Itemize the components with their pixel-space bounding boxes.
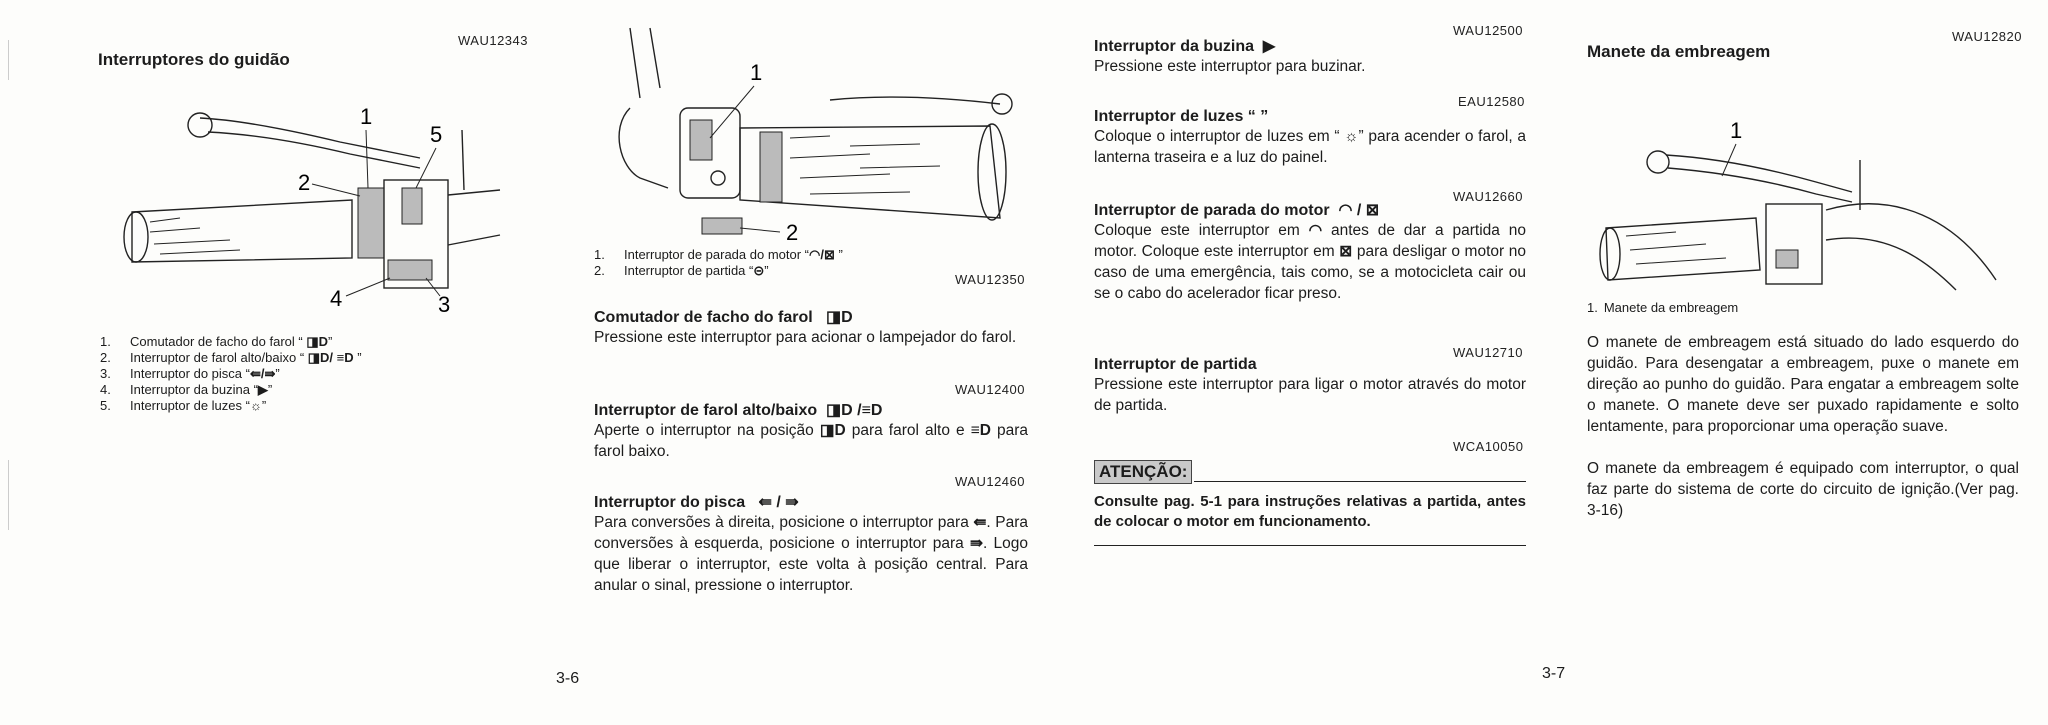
left-turn-icon: ⇛ xyxy=(970,535,983,552)
lights-icon: ☼ xyxy=(1344,128,1359,145)
section-heading: Comutador de facho do farol xyxy=(594,309,813,326)
section-heading: Interruptor de luzes “ ” xyxy=(1094,108,1269,125)
caution-block xyxy=(1094,460,1526,532)
page-title: Interruptores do guidão xyxy=(98,50,290,69)
legend-item: 1. Interruptor de parada do motor “◠/⊠ ” xyxy=(594,247,843,262)
grip-collar xyxy=(760,132,782,202)
figure1-legend xyxy=(100,334,430,414)
clutch-paragraph-1: O manete de embreagem está situado do lado esquerdo do guidão. Para desengatar a embreagem, puxe o manete em direção ao punho do guidão. Para engatar a embreagem solte o manete. O manete deve ser puxado rapidamente e solto lentamente, para proporcionar uma operação suave. xyxy=(1587,334,2019,435)
legend-item: 5. Interruptor de luzes “☼” xyxy=(100,398,267,413)
section-body: Aperte o interruptor na posição ◨D para farol alto e ≡D para farol baixo. xyxy=(594,422,1028,460)
section-body: Pressione este interruptor para acionar o lampejador do farol. xyxy=(594,329,1017,346)
engine-stop-switch xyxy=(690,120,712,160)
section-heading: Interruptor do pisca xyxy=(594,494,746,511)
turn-signal-section xyxy=(594,492,1028,596)
lever-outline xyxy=(208,132,420,168)
lights-icon: ☼ xyxy=(249,398,262,413)
run-icon: ◠ xyxy=(1308,222,1323,239)
legend-item: 4. Interruptor da buzina “▶” xyxy=(100,382,273,397)
clutch-switch xyxy=(1776,250,1798,268)
section-heading: Interruptor de partida xyxy=(1094,356,1257,373)
legend-item: 3. Interruptor do pisca “⇚/⇛” xyxy=(100,366,280,381)
switch-block xyxy=(1766,204,1822,284)
section-code: WAU12400 xyxy=(955,382,1025,397)
headlight-flash-icon: ◨D xyxy=(306,334,328,349)
engine-stop-icon: ◠/⊠ xyxy=(809,247,835,262)
horn-icon: ▶ xyxy=(1262,38,1276,55)
right-turn-icon: ⇚ xyxy=(973,514,987,531)
switch-5 xyxy=(402,188,422,224)
caution-rule xyxy=(1194,481,1526,482)
switch-knob xyxy=(711,171,725,185)
switch-3 xyxy=(388,260,432,280)
grip-end xyxy=(1600,228,1620,280)
start-switch xyxy=(702,218,742,234)
brake-lever xyxy=(830,97,1000,104)
turn-signal-icon: ⇚ / ⇛ xyxy=(758,494,799,511)
section-code: WAU12343 xyxy=(458,33,528,48)
horn-icon: ▶ xyxy=(257,382,268,397)
section-code: WAU12350 xyxy=(955,272,1025,287)
section-heading: Interruptor da buzina xyxy=(1094,38,1254,55)
section-body: Pressione este interruptor para buzinar. xyxy=(1094,58,1366,75)
high-low-section xyxy=(594,400,1028,462)
section-heading: Interruptor de parada do motor xyxy=(1094,202,1330,219)
clutch-paragraph-2: O manete da embreagem é equipado com interruptor, o qual faz parte do sistema de corte do circuito de ignição.(Ver pag. 3-16) xyxy=(1587,460,2019,519)
horn-section xyxy=(1094,36,1526,77)
stop-icon: ⊠ xyxy=(1339,243,1353,260)
bar-outline xyxy=(619,108,668,188)
callout-3: 3 xyxy=(438,292,451,317)
figure2-legend xyxy=(594,247,954,279)
section-body: Coloque o interruptor de luzes em “ ☼” para acender o farol, a lanterna traseira e a luz do painel. xyxy=(1094,128,1526,166)
section-code: WAU12710 xyxy=(1453,345,1523,360)
callout-5: 5 xyxy=(430,122,443,147)
section-heading: Interruptor de farol alto/baixo xyxy=(594,402,818,419)
bar-outline xyxy=(448,190,500,245)
page-number: 3-7 xyxy=(1542,665,1566,682)
callout-1: 1 xyxy=(1730,118,1743,143)
section-code: EAU12580 xyxy=(1458,94,1525,109)
page-number: 3-6 xyxy=(556,670,580,687)
callout-1: 1 xyxy=(360,104,373,129)
handlebar xyxy=(1826,204,1996,280)
legend-item: 1. Comutador de facho do farol “ ◨D” xyxy=(100,334,333,349)
caution-bottom-rule xyxy=(1094,545,1526,546)
high-low-beam-icon: ◨D/ ≡D xyxy=(307,350,354,365)
handlebar-switch-figure xyxy=(90,100,510,315)
caution-text: Consulte pag. 5-1 para instruções relativas a partida, antes de colocar o motor em funcionamento. xyxy=(1094,493,1526,530)
lever-pivot xyxy=(188,113,212,137)
grip-ridges xyxy=(790,136,940,194)
start-section xyxy=(1094,356,1526,416)
right-handlebar-figure xyxy=(590,28,1030,243)
legend-item: 2. Interruptor de farol alto/baixo “ ◨D/ ≡D ” xyxy=(100,350,362,365)
section-heading: Manete da embreagem xyxy=(1587,42,1771,61)
turn-signal-icon: ⇚/⇛ xyxy=(249,366,276,381)
callout-2: 2 xyxy=(786,220,799,245)
handlebar xyxy=(1826,238,1956,290)
section-body: Pressione este interruptor para ligar o motor através do motor de partida. xyxy=(1094,376,1526,414)
high-low-beam-icon: ◨D /≡D xyxy=(826,402,883,419)
grip-ridges xyxy=(150,218,240,254)
switch-housing xyxy=(358,188,384,258)
grip-ridges xyxy=(1626,232,1726,264)
engine-stop-icon: ◠ / ⊠ xyxy=(1338,202,1380,219)
high-beam-icon: ◨D xyxy=(819,422,846,439)
dimmer-section xyxy=(594,307,1028,348)
low-beam-icon: ≡D xyxy=(970,422,991,439)
scan-mark xyxy=(8,460,9,530)
section-body: Para conversões à direita, posicione o interruptor para ⇚. Para conversões à esquerda, posicione o interruptor para ⇛. Logo que liberar o interruptor, este volta à posição central. Para anular o sinal, pressione o interruptor. xyxy=(594,514,1028,594)
caution-label: ATENÇÃO: xyxy=(1094,460,1192,484)
legend-item: 2. Interruptor de partida “⊝” xyxy=(594,263,769,278)
mirror-stem xyxy=(630,28,660,98)
callout-4: 4 xyxy=(330,286,343,311)
section-code: WAU12820 xyxy=(1952,29,2022,44)
callout-2: 2 xyxy=(298,170,311,195)
callout-1: 1 xyxy=(750,60,763,85)
lever-end xyxy=(1647,151,1669,173)
lever-outline xyxy=(200,118,420,158)
legend-item: 1. Manete da embreagem xyxy=(1587,300,1739,315)
scan-mark xyxy=(8,40,9,80)
clutch-legend xyxy=(1587,300,1738,316)
lights-section xyxy=(1094,108,1526,168)
section-body: Coloque este interruptor em ◠ antes de dar a partida no motor. Coloque este interruptor em ⊠ para desligar o motor no caso de uma emergência, tais como, se a motocicleta cair ou se o cabo do acelerador ficar preso. xyxy=(1094,222,1526,302)
grip-body xyxy=(1606,218,1760,280)
start-icon: ⊝ xyxy=(753,263,765,278)
clutch-lever-figure xyxy=(1596,110,2016,290)
section-code: WAU12500 xyxy=(1453,23,1523,38)
section-code: WAU12460 xyxy=(955,474,1025,489)
section-code: WCA10050 xyxy=(1453,439,1524,454)
headlight-flash-icon: ◨D xyxy=(826,309,853,326)
mirror-stem xyxy=(462,130,464,190)
engine-stop-section xyxy=(1094,200,1526,304)
grip-end xyxy=(124,212,148,262)
section-code: WAU12660 xyxy=(1453,189,1523,204)
clutch-lever xyxy=(1666,155,1852,192)
